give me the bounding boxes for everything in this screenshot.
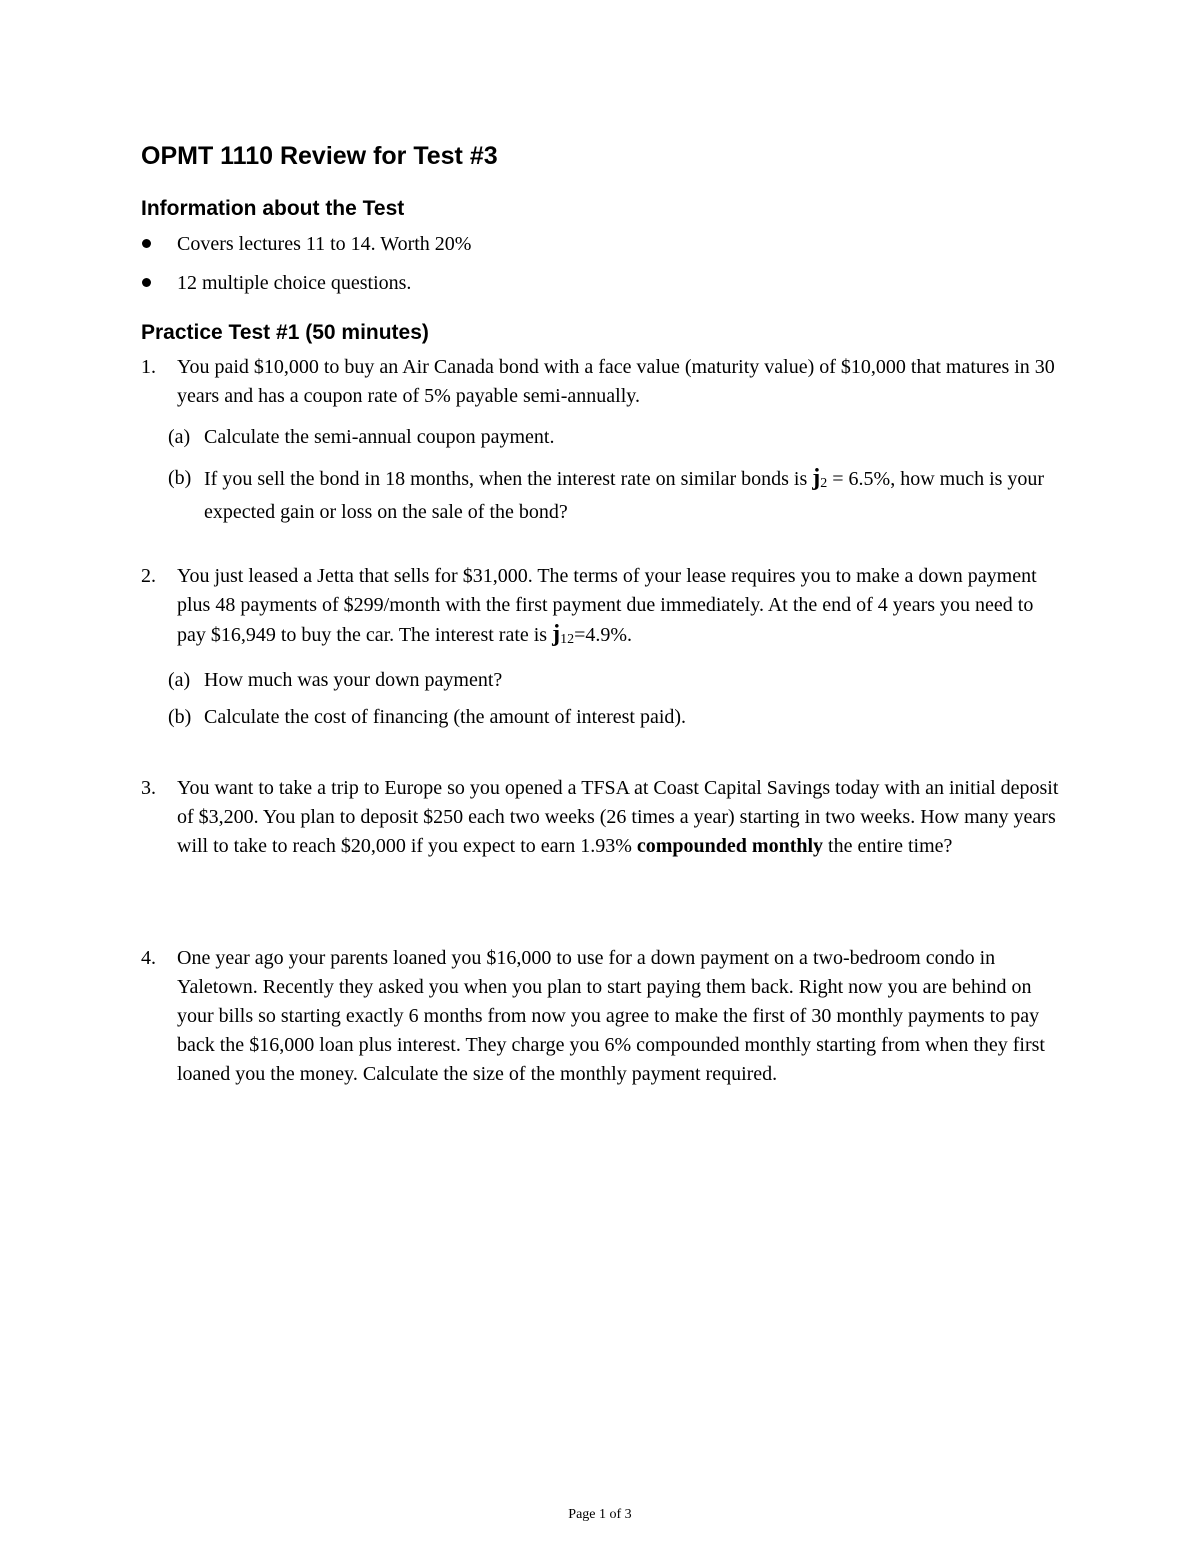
part-text: How much was your down payment? xyxy=(204,669,503,691)
interest-rate-symbol: $j_2$ xyxy=(812,465,828,491)
part-text-start: If you sell the bond in 18 months, when the interest rate on similar bonds is xyxy=(204,468,808,490)
practice-heading: Practice Test #1 (50 minutes) xyxy=(141,321,429,344)
bullet-icon xyxy=(142,239,151,248)
question-3 xyxy=(141,774,1071,861)
question-1-part-a xyxy=(168,423,1064,452)
question-number: 2. xyxy=(141,565,156,587)
part-text-end: = 6.5%, how much is your expected gain or loss on the sale of the bond? xyxy=(204,468,1045,523)
part-label: (b) xyxy=(168,706,192,728)
question-1 xyxy=(141,353,1071,527)
bullet-text: 12 multiple choice questions. xyxy=(177,272,412,294)
question-number: 1. xyxy=(141,356,156,378)
emphasis-text: compounded monthly xyxy=(636,835,824,857)
info-heading: Information about the Test xyxy=(141,197,405,220)
question-1-part-b xyxy=(168,464,1064,527)
question-text: You want to take a trip to Europe so you opened a TFSA at Coast Capital Savings today with an initial deposit of $3,200. You plan to deposit $250 each two weeks (26 times a year) starting in two weeks. How many years will to take to reach $20,000 if you expect to earn 1.93% compounded monthly the entire time? xyxy=(177,777,1059,857)
part-label: (a) xyxy=(168,669,191,691)
question-4 xyxy=(141,944,1071,1089)
question-number: 4. xyxy=(141,947,156,969)
info-bullet-list xyxy=(141,229,471,307)
list-item xyxy=(141,229,471,268)
part-label: (b) xyxy=(168,467,192,489)
page-title: OPMT 1110 Review for Test #3 xyxy=(141,142,498,170)
interest-rate-symbol: $j_{12}$ xyxy=(552,621,575,647)
part-text: Calculate the cost of financing (the amount of interest paid). xyxy=(204,706,687,728)
question-2-part-b xyxy=(168,703,1064,732)
question-number: 3. xyxy=(141,777,156,799)
part-text: Calculate the semi-annual coupon payment. xyxy=(204,426,555,448)
part-label: (a) xyxy=(168,426,191,448)
question-text: You paid $10,000 to buy an Air Canada bond with a face value (maturity value) of $10,000 that matures in 30 years and has a coupon rate of 5% payable semi-annually. xyxy=(177,356,1055,407)
bullet-text: Covers lectures 11 to 14. Worth 20% xyxy=(177,233,472,255)
page-number: Page 1 of 3 xyxy=(568,1507,632,1522)
question-text: One year ago your parents loaned you $16,000 to use for a down payment on a two-bedroom condo in Yaletown. Recently they asked you when you plan to start paying them back. Right now you are behind on your bills so starting exactly 6 months from now you agree to make the first of 30 monthly payments to pay back the $16,000 loan plus interest. They charge you 6% compounded monthly starting from when they first loaned you the money. Calculate the size of the monthly payment required. xyxy=(177,947,1045,1085)
question-2 xyxy=(141,562,1071,732)
question-2-part-a xyxy=(168,666,1064,695)
bullet-icon xyxy=(142,278,151,287)
list-item xyxy=(141,268,471,307)
question-text: You just leased a Jetta that sells for $31,000. The terms of your lease requires you to make a down payment plus 48 payments of $299/month with the first payment due immediately. At the end of 4 years you need to pay $16,949 to buy the car. The interest rate is $j_{12}=4.9\%$. xyxy=(177,565,1037,647)
